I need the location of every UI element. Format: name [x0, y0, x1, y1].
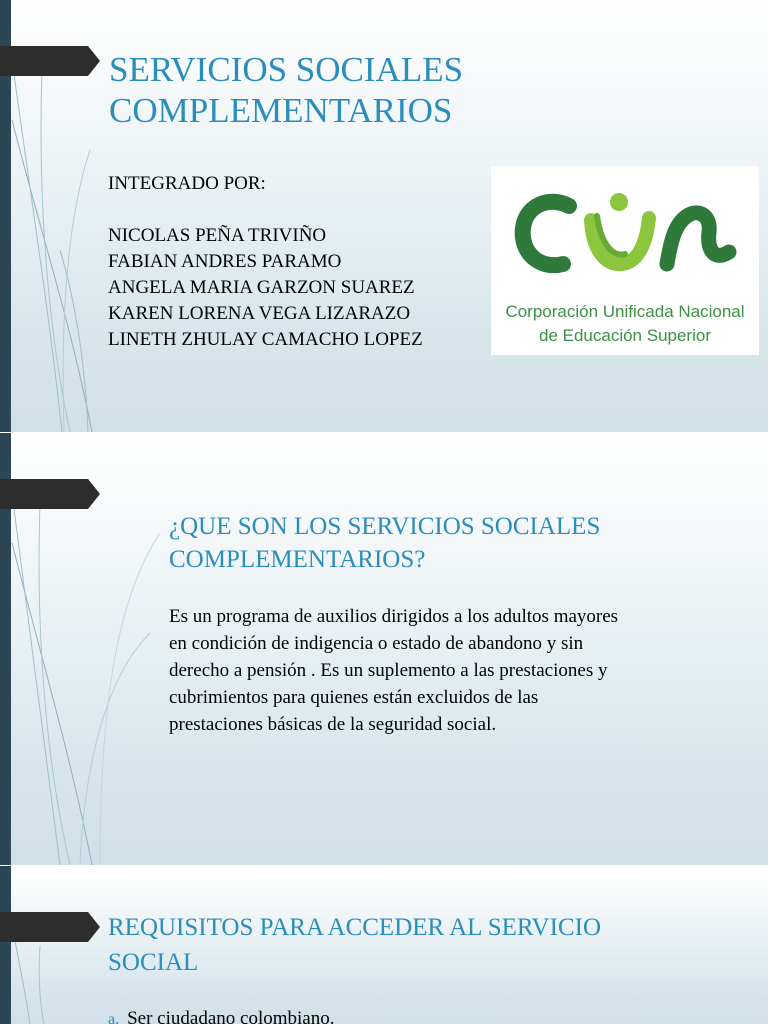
member-name: FABIAN ANDRES PARAMO	[108, 251, 342, 272]
title-line-1: SERVICIOS SOCIALES	[109, 50, 464, 89]
slide-1-title	[109, 50, 463, 132]
paragraph-line: Es un programa de auxilios dirigidos a los adultos mayores	[169, 606, 619, 627]
paragraph-line: derecho a pensión . Es un suplemento a las prestaciones y	[169, 660, 608, 681]
slide-3-title	[108, 910, 601, 980]
title-line-1: REQUISITOS PARA ACCEDER AL SERVICIO	[108, 914, 601, 941]
title-line-2: COMPLEMENTARIOS	[109, 90, 453, 130]
slide-2-title	[169, 510, 600, 576]
slide-marker-arrow	[0, 46, 100, 76]
slide-1	[0, 0, 768, 432]
decorative-lines	[0, 866, 120, 1024]
paragraph-line: en condición de indigencia o estado de abandono y sin	[169, 633, 584, 654]
logo-caption-line-1: Corporación Unificada Nacional	[505, 302, 745, 321]
list-item	[108, 1006, 334, 1024]
requirements-list	[108, 1006, 334, 1024]
list-marker: a.	[108, 1011, 120, 1024]
title-line-2: COMPLEMENTARIOS?	[169, 546, 426, 573]
member-name: ANGELA MARIA GARZON SUAREZ	[108, 277, 415, 298]
slide-marker-arrow	[0, 912, 100, 942]
member-name: KAREN LORENA VEGA LIZARAZO	[108, 303, 411, 324]
paragraph-line: cubrimientos para quienes están excluidos de las	[169, 687, 539, 708]
slide-marker-arrow	[0, 479, 100, 509]
integrado-label: INTEGRADO POR:	[108, 173, 266, 194]
slide-2	[0, 433, 768, 865]
members-block	[108, 171, 423, 353]
title-line-2: SOCIAL	[108, 949, 199, 976]
logo-caption	[491, 300, 759, 348]
slide-3	[0, 866, 768, 1024]
definition-paragraph	[169, 603, 618, 738]
title-line-1: ¿QUE SON LOS SERVICIOS SOCIALES	[169, 513, 601, 540]
member-name: NICOLAS PEÑA TRIVIÑO	[108, 225, 327, 246]
cun-wordmark-graphic	[491, 166, 759, 286]
logo-caption-line-2: de Educación Superior	[538, 325, 711, 345]
cun-logo	[491, 166, 759, 355]
paragraph-line: prestaciones básicas de la seguridad social.	[169, 714, 497, 735]
member-name: LINETH ZHULAY CAMACHO LOPEZ	[108, 329, 423, 350]
list-item-text: Ser ciudadano colombiano.	[127, 1008, 335, 1024]
